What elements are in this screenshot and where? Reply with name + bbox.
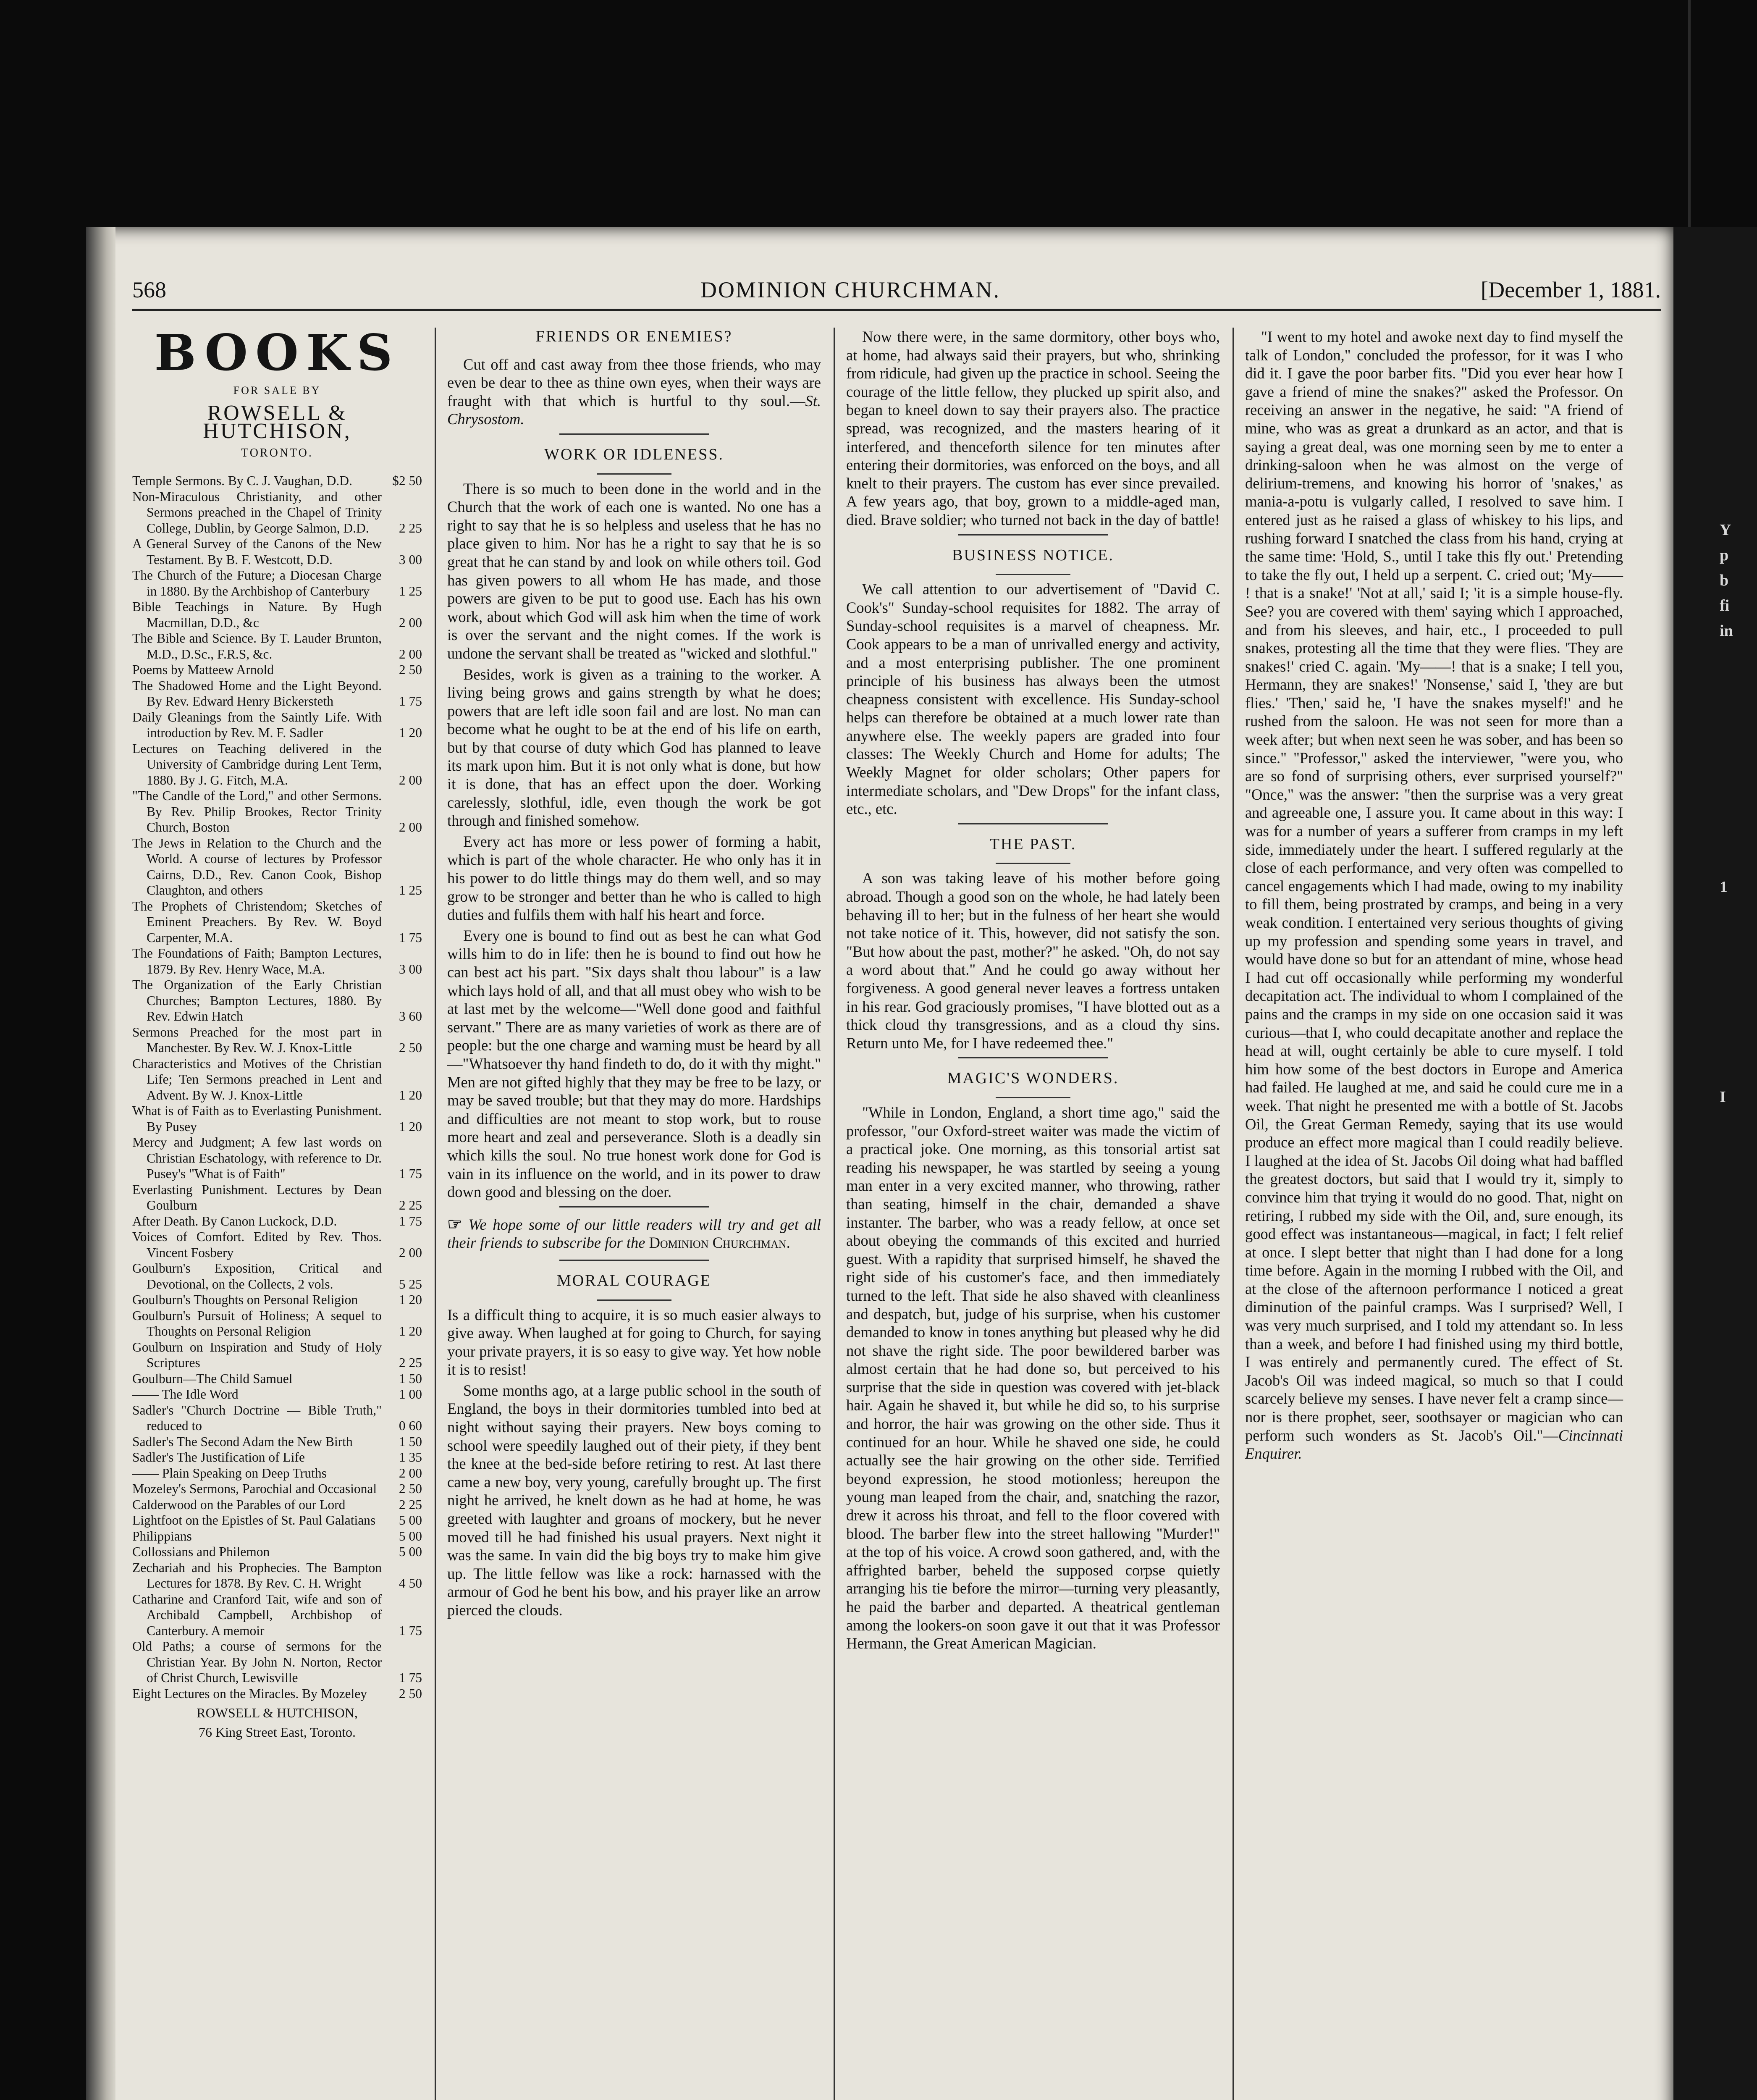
book-listing [132, 1638, 422, 1686]
book-listing [132, 1528, 422, 1544]
book-listing [132, 630, 422, 662]
book-price: 5 00 [399, 1544, 422, 1559]
book-listing [132, 1544, 422, 1560]
book-title: Collossians and Philemon [132, 1544, 270, 1559]
book-listing [132, 1182, 422, 1213]
book-price: 2 50 [399, 662, 422, 677]
book-price: 2 00 [399, 615, 422, 630]
books-title: BOOKS [154, 323, 400, 382]
advert-footer-address: 76 King Street East, Toronto. [198, 1725, 356, 1740]
book-price: 2 00 [399, 1245, 422, 1260]
book-title: Sadler's The Justification of Life [132, 1450, 305, 1465]
book-price: 5 00 [399, 1513, 422, 1528]
book-price: 3 00 [399, 552, 422, 567]
book-title: Bible Teachings in Nature. By Hugh Macmillan, D.D., &c [132, 599, 382, 630]
adjacent-page-fragment: b [1720, 572, 1729, 589]
adjacent-page-fragment: in [1720, 622, 1733, 640]
book-title: Philippians [132, 1528, 192, 1544]
book-title: What is of Faith as to Everlasting Punishment. By Pusey [132, 1103, 382, 1134]
book-title: The Organization of the Early Christian Churches; Bampton Lectures, 1880. By Rev. Edwin Hatch [132, 977, 382, 1024]
book-title: Temple Sermons. By C. J. Vaughan, D.D. [132, 473, 352, 488]
book-listing [132, 1229, 422, 1260]
article-heading-moral: MORAL COURAGE [557, 1271, 711, 1289]
book-title: Characteristics and Motives of the Christian Life; Ten Sermons preached in Lent and Advent. By W. J. Knox-Little [132, 1056, 382, 1102]
section-divider [559, 1260, 709, 1261]
book-price: 5 00 [399, 1528, 422, 1544]
book-title: Goulburn's Exposition, Critical and Devotional, on the Collects, 2 vols. [132, 1261, 382, 1292]
article-attribution: Cincinnati Enquirer. [1245, 1426, 1623, 1462]
adjacent-page-fragment: 1 [1720, 878, 1728, 896]
issue-date: [December 1, 1881. [1481, 277, 1661, 302]
article-paragraph: Besides, work is given as a training to the worker. A living being grows and gains strength by what he does; powers that are left idle soon fail and are lost. No man can become what he ought to be at the end of his life on earth, but by that course of duty which God has planned to leave its mark upon him. But it is not only what is done, but how it is done, that has an effect upon the doer. Working carelessly, slothful, idle, even though the work be got through and finished somehow. [447, 665, 821, 830]
book-title: —— Plain Speaking on Deep Truths [132, 1465, 327, 1480]
book-title: Mozeley's Sermons, Parochial and Occasional [132, 1481, 377, 1496]
book-price: 1 50 [399, 1434, 422, 1449]
book-listing [132, 1308, 422, 1339]
book-price: 2 25 [399, 520, 422, 536]
book-price: 1 20 [399, 1292, 422, 1307]
book-price: 1 20 [399, 1119, 422, 1134]
adjacent-page-fragment: I [1720, 1088, 1726, 1106]
book-listing [132, 788, 422, 835]
book-listing [132, 1386, 422, 1402]
page-binding-shadow [86, 227, 115, 2100]
book-price: 1 35 [399, 1450, 422, 1465]
book-list [132, 473, 422, 1701]
book-listing [132, 1497, 422, 1513]
adjacent-page-fragment: p [1720, 546, 1729, 564]
book-title: A General Survey of the Canons of the New Testament. By B. F. Westcott, D.D. [132, 536, 382, 567]
article-paragraph: Every act has more or less power of forming a habit, which is part of the whole character. He who only has it in his power to do little things may do them well, and so may grow to be stronger and better than he who is called to high duties and fulfils them with half his heart and force. [447, 832, 821, 924]
book-price: 0 60 [399, 1418, 422, 1433]
book-listing [132, 898, 422, 946]
column-rule [435, 328, 436, 2100]
pointing-hand-icon: ☞ [447, 1214, 462, 1234]
book-price: $2 50 [392, 473, 422, 488]
book-title: The Foundations of Faith; Bampton Lectures, 1879. By Rev. Henry Wace, M.A. [132, 946, 382, 976]
newspaper-page [86, 227, 1673, 2100]
book-listing [132, 1449, 422, 1465]
book-price: 2 50 [399, 1040, 422, 1055]
article-heading-work: WORK OR IDLENESS. [544, 445, 724, 463]
section-divider [958, 1057, 1108, 1058]
book-title: Goulburn's Thoughts on Personal Religion [132, 1292, 358, 1307]
book-title: Goulburn—The Child Samuel [132, 1371, 293, 1386]
book-title: Zechariah and his Prophecies. The Bampton Lectures for 1878. By Rev. C. H. Wright [132, 1560, 382, 1591]
book-price: 1 00 [399, 1387, 422, 1402]
book-price: 3 60 [399, 1009, 422, 1024]
article-paragraph: We call attention to our advertisement of "David C. Cook's" Sunday-school requisites for 1882. The array of Sunday-school requisites is a marvel of cheapness. Mr. Cook appears to be a man of unrivalled energy and activity, and a most enterprising publisher. The one prominent principle of his business has always been the utmost cheapness consistent with excellence. His Sunday-school helps can therefore be obtained at a much lower rate than anywhere else. The weekly papers are graded into four classes: The Weekly Church and Home for adults; The Weekly Magnet for older scholars; Other papers for intermediate scholars, and "Dew Drops" for the infant class, etc., etc. [846, 580, 1220, 818]
book-listing [132, 1481, 422, 1497]
section-divider [996, 1097, 1070, 1098]
article-paragraph: "I went to my hotel and awoke next day to find myself the talk of London," concluded the professor, for it was I who did it. I gave the poor barber fits. "Did you ever hear how I gave a friend of mine the snakes?" asked the Professor. On receiving an answer in the negative, he said: "A friend of mine, who was as great a drunkard as an actor, and that is saying a great deal, was one morning seen by me to enter a drinking-saloon when he was almost on the verge of delirium-tremens, and knowing his horror of 'snakes,' as mania-a-potu is vulgarly called, I resolved to save him. I entered just as he raised a glass of whiskey to his lips, and rushing forward I snatched the class from his hand, crying at the same time: 'Hold, S., until I take this fly out.' Pretending to take the fly out, I held up a serpent. C. cried out; 'My—— ! that is a snake!' 'Not at all,' said I; 'it is a simple house-fly. See? you are covered with them' saying which I approached, and from his sleeves, and hair, etc., I proceeded to pull snakes, protesting all the time that they were flies. 'They are snakes!' cried C. again. 'My——! that is a snake; I tell you, Hermann, they are snakes!' 'Nonsense,' said I, 'they are but flies.' 'Then,' said he, 'I have the snakes myself!' and he rushed from the saloon. He was not seen for more than a week after; but when next seen he was sober, and has been so since." "Professor," asked the interviewer, "were you, who are so fond of surprising others, ever surprised yourself?" "Once," was the answer: "then the surprise was a very great and agreeable one, I assure you. It came about in this way: I was for a number of years a sufferer from cramps in my left side, immediately under the heart. I suffered regularly at the close of each performance, and very often was compelled to cancel engagements which I had made, owing to my inability to fill them, being prostrated by cramps, and being in a very weak condition. I entertained very serious thoughts of giving up my profession and spending some years in travel, and would have done so but for an attendant of mine, whose head I had cut off occasionally while performing my wonderful decapitation act. The individual to whom I complained of the pains and the cramps in my side on one occasion said it was curious—that I, who could decapitate another and replace the head at will, ought certainly be able to cure myself. I told him how some of the best doctors in Europe and America had failed. He laughed at me, and said he could cure me in a week. That night he presented me with a bottle of St. Jacobs Oil, the Great German Remedy, saying that its use would produce an effect more magical than I could readily believe. I laughed at the idea of St. Jacobs Oil doing what had baffled the greatest doctors, but said that I would try it, simply to convince him that trying it would do no good. That, night on retiring, I rubbed my side with the Oil, and, sure enough, its good effect was instantaneous—magical, in fact; I felt relief at once. I slept better that night than I had done for a long time before. Again in the morning I rubbed with the Oil, and at the close of the afternoon performance I noticed a great diminution of the painful cramps. Was I surprised? Well, I was very much surprised, and I told my attendant so. In less than a week, and before I had finished using my third bottle, I was entirely and permanently cured. The effect of St. Jacob's Oil was indeed magical, so much so that I could scarcely believe my senses. I have never felt a cramp since—nor is there prophet, seer, soothsayer or magician who can perform such wonders as St. Jacob's Oil."—Cincinnati Enquirer. [1245, 328, 1623, 1462]
book-price: 2 25 [399, 1497, 422, 1512]
book-price: 1 75 [399, 1623, 422, 1638]
book-listing [132, 1292, 422, 1308]
book-title: Sadler's The Second Adam the New Birth [132, 1434, 353, 1449]
book-price: 2 50 [399, 1686, 422, 1701]
book-title: Everlasting Punishment. Lectures by Dean Goulburn [132, 1182, 382, 1213]
section-divider [559, 1206, 709, 1208]
publisher-city: TORONTO. [241, 446, 313, 459]
book-listing [132, 489, 422, 536]
page-number: 568 [132, 277, 166, 302]
section-divider [958, 823, 1108, 824]
book-listing [132, 1434, 422, 1450]
book-title: The Church of the Future; a Diocesan Charge in 1880. By the Archbishop of Canterbury [132, 568, 382, 598]
book-title: After Death. By Canon Luckock, D.D. [132, 1213, 337, 1228]
book-title: Non-Miraculous Christianity, and other Sermons preached in the Chapel of Trinity College, Dublin, by George Salmon, D.D. [132, 489, 382, 536]
adjacent-page-fragment: Y [1720, 521, 1731, 539]
book-listing [132, 1103, 422, 1134]
book-price: 1 50 [399, 1371, 422, 1386]
book-listing [132, 1056, 422, 1103]
article-heading-business: BUSINESS NOTICE. [952, 546, 1114, 564]
article-paragraph: Every one is bound to find out as best he can what God wills him to do in life: then he is bound to find out how he can best act his part. "Six days shalt thou labour" is a law which lays hold of all, and that all must obey who wish to be at last met by the welcome—"Well done good and faithful servant." There are as many varieties of work as there are of people: but the one charge and warning must be heard by all—"Whatsoever thy hand findeth to do, do it with thy might." Men are not gifted highly that they may be free to be lazy, or may be saved trouble; but that they may do more. Hardships and difficulties are not meant to stop work, but to rouse more heart and zeal and perseverance. Sloth is a deadly sin which kills the soul. No true honest work done for God is vain in its influence on the world, and in its power to draw down good and blessing on the doer. [447, 927, 821, 1201]
book-title: The Shadowed Home and the Light Beyond. By Rev. Edward Henry Bickersteth [132, 678, 382, 709]
book-price: 2 00 [399, 646, 422, 662]
book-price: 1 20 [399, 725, 422, 740]
article-paragraph: Some months ago, at a large public school in the south of England, the boys in their dormitories tumbled into bed at night without saying their prayers. New boys coming to school were speedily laughed out of their piety, if they bent the knee at the bed-side before retiring to rest. At last there came a new boy, very young, carefully brought up. The first night he arrived, he knelt down as he had at home, he was greeted with laughter and groans of mockery, but he never moved till he had finished his usual prayers. Next night it was the same. In vain did the big boys try to make him give up. The little fellow was like a rock: harnassed with the armour of God he bent his bow, and his prayer like an arrow pierced the clouds. [447, 1381, 821, 1619]
article-body-friends: Cut off and cast away from thee those friends, who may even be dear to thee as thine own eyes, when their ways are fraught with that which is hurtful to thy soul.—St. Chrysostom. [447, 355, 821, 428]
book-listing [132, 1512, 422, 1528]
book-listing [132, 709, 422, 741]
book-listing [132, 1213, 422, 1229]
book-title: The Bible and Science. By T. Lauder Brunton, M.D., D.Sc., F.R.S, &c. [132, 631, 382, 662]
column-four [1245, 328, 1623, 1465]
book-title: Goulburn on Inspiration and Study of Holy Scriptures [132, 1339, 382, 1370]
book-listing [132, 1024, 422, 1056]
book-title: —— The Idle Word [132, 1387, 239, 1402]
books-advertisement [132, 323, 422, 1740]
book-listing [132, 835, 422, 898]
book-title: Lectures on Teaching delivered in the University of Cambridge during Lent Term, 1880. By J. G. Fitch, M.A. [132, 741, 382, 788]
book-title: Sermons Preached for the most part in Manchester. By Rev. W. J. Knox-Little [132, 1024, 382, 1055]
book-listing [132, 567, 422, 599]
book-listing [132, 599, 422, 630]
book-listing [132, 945, 422, 977]
book-title: Poems by Matteew Arnold [132, 662, 274, 677]
book-listing [132, 1686, 422, 1702]
adjacent-page-edge [1673, 227, 1757, 2100]
book-price: 1 75 [399, 1213, 422, 1228]
book-listing [132, 1371, 422, 1387]
book-title: Calderwood on the Parables of our Lord [132, 1497, 346, 1512]
book-listing [132, 1465, 422, 1481]
column-two [447, 328, 821, 1622]
section-divider [996, 863, 1070, 864]
page-header [132, 271, 1661, 311]
book-price: 1 25 [399, 883, 422, 898]
book-price: 1 75 [399, 930, 422, 945]
subscription-notice: ☞ We hope some of our little readers will try and get all their friends to subscribe for the Dominion Churchman. [447, 1214, 821, 1252]
article-heading-friends: FRIENDS OR ENEMIES? [535, 328, 733, 345]
book-listing [132, 1591, 422, 1639]
article-paragraph: There is so much to been done in the world and in the Church that the work of each one is wanted. No one has a right to say that he is so helpless and useless that he has no place given to him. Nor has he a right to say that he is so great that he can stand by and look on while others toil. God has given powers to all whom He has made, and those powers are given to be put to good use. Each has his own work, about which God will ask him when the time of work is over the servant and the night comes. If the work is undone the servant shall be treated as "wicked and slothful." [447, 480, 821, 662]
book-listing [132, 1260, 422, 1292]
book-price: 2 50 [399, 1481, 422, 1496]
book-title: Catharine and Cranford Tait, wife and son of Archibald Campbell, Archbishop of Canterbury. A memoir [132, 1591, 382, 1638]
book-price: 1 20 [399, 1324, 422, 1339]
for-sale-by: FOR SALE BY [233, 384, 321, 396]
article-heading-magic: MAGIC'S WONDERS. [947, 1069, 1119, 1087]
book-price: 1 75 [399, 1166, 422, 1181]
book-title: Voices of Comfort. Edited by Rev. Thos. Vincent Fosbery [132, 1229, 382, 1260]
section-divider [597, 473, 671, 475]
book-title: Sadler's "Church Doctrine — Bible Truth," reduced to [132, 1402, 382, 1433]
book-price: 4 50 [399, 1576, 422, 1591]
book-price: 2 25 [399, 1355, 422, 1370]
book-listing [132, 662, 422, 678]
section-divider [958, 534, 1108, 536]
section-divider [597, 1299, 671, 1301]
advert-footer-publisher: ROWSELL & HUTCHISON, [197, 1705, 358, 1721]
book-title: Daily Gleanings from the Saintly Life. With introduction by Rev. M. F. Sadler [132, 709, 382, 740]
book-title: Goulburn's Pursuit of Holiness; A sequel to Thoughts on Personal Religion [132, 1308, 382, 1339]
book-listing [132, 1402, 422, 1434]
book-price: 1 75 [399, 1670, 422, 1685]
book-title: The Jews in Relation to the Church and the World. A course of lectures by Professor Cairns, D.D., Rev. Canon Cook, Bishop Claughton, and others [132, 835, 382, 898]
book-listing [132, 741, 422, 788]
article-paragraph: Now there were, in the same dormitory, other boys who, at home, had always said their prayers, but who, shrinking from ridicule, had given up the practice in school. Seeing the courage of the little fellow, they plucked up spirit also, and began to kneel down to say their prayers also. The practice spread, was recognized, and the masters hearing of it interfered, and thenceforth silence for ten minutes after entering their dormitories, was enforced on the boys, and all knelt to their prayers. The custom has ever since prevailed. A few years ago, that boy, grown to a middle-aged man, died. Brave soldier; who turned not back in the day of battle! [846, 328, 1220, 528]
book-title: The Prophets of Christendom; Sketches of Eminent Preachers. By Rev. W. Boyd Carpenter, M.A. [132, 898, 382, 945]
book-listing [132, 536, 422, 567]
book-listing [132, 473, 422, 489]
publisher-name: ROWSELL & HUTCHISON, [203, 401, 351, 444]
newspaper-title: DOMINION CHURCHMAN. [700, 277, 1001, 302]
book-listing [132, 1339, 422, 1371]
book-price: 1 25 [399, 583, 422, 598]
article-heading-past: THE PAST. [989, 835, 1077, 853]
book-price: 2 00 [399, 772, 422, 788]
section-divider [559, 433, 709, 435]
adjacent-page-fragment: fi [1720, 597, 1730, 614]
article-paragraph: "While in London, England, a short time ago," said the professor, "our Oxford-street waiter was made the victim of a practical joke. One morning, as this tonsorial artist sat reading his newspaper, he was startled by seeing a young man enter in a very excited manner, who throwing, rather than seating, himself in the chair, demanded a shave instanter. The barber, who was a ready fellow, at once set about obeying the commands of this excited and hurried guest. With a rapidity that surprised himself, he shaved the right side of his customer's face, and then immediately turned to the left. That side he also shaved with cleanliness and despatch, but, judge of his surprise, when his customer demanded to know in tones anything but pleased why he did not shave the right side. The poor bewildered barber was almost certain that he had done so, but perceived to his surprise that the side in question was covered with jet-black hair. Again he shaved it, but while he did so, to his surprise and horror, the hair was growing on the other side. Thus it continued for an hour. While he shaved one side, he could actually see the hair growing on the other side. Terrified beyond expression, he stood motionless; hereupon the young man leaped from the chair, and, snatching the razor, drew it across his throat, and fell to the floor covered with blood. The barber flew into the street hallowing "Murder!" at the top of his voice. A crowd soon gathered, and, with the affrighted barber, beheld the supposed corpse quietly arranging his tie before the mirror—turning very pleasantly, he paid the barber and departed. A theatrical gentleman among the lookers-on soon gave it out that it was Professor Hermann, the Great American Magician. [846, 1103, 1220, 1652]
article-paragraph: Is a difficult thing to acquire, it is so much easier always to give away. When laughed at for going to Church, for saying your private prayers, it is so easy to give way. Yet how noble it is to resist! [447, 1306, 821, 1378]
section-divider [996, 574, 1070, 575]
book-title: "The Candle of the Lord," and other Sermons. By Rev. Philip Brookes, Rector Trinity Church, Boston [132, 788, 382, 835]
book-price: 1 75 [399, 694, 422, 709]
book-price: 1 20 [399, 1087, 422, 1102]
book-price: 5 25 [399, 1276, 422, 1292]
book-title: Old Paths; a course of sermons for the Christian Year. By John N. Norton, Rector of Christ Church, Lewisville [132, 1639, 382, 1685]
book-title: Lightfoot on the Epistles of St. Paul Galatians [132, 1513, 376, 1528]
book-title: Eight Lectures on the Miracles. By Mozeley [132, 1686, 367, 1701]
book-price: 2 00 [399, 1465, 422, 1480]
column-rule [834, 328, 835, 2100]
book-listing [132, 1134, 422, 1182]
book-listing [132, 678, 422, 709]
article-paragraph: A son was taking leave of his mother before going abroad. Though a good son on the whole, he had lately been behaving ill to her; but in the fulness of her heart she would not take notice of it. This, however, did not satisfy the son. "But how about the past, mother?" he asked. "Oh, do not say a word about that." And he could go away without her forgiveness. A good general never leaves a fortress untaken in his rear. God graciously promises, "I have blotted out as a thick cloud thy transgressions, and as a cloud thy sins. Return unto Me, for I have redeemed thee." [846, 869, 1220, 1052]
column-three [846, 328, 1220, 1655]
book-price: 2 00 [399, 820, 422, 835]
column-rule [1233, 328, 1234, 2100]
book-title: Mercy and Judgment; A few last words on Christian Eschatology, with reference to Dr. Pusey's "What is of Faith" [132, 1135, 382, 1181]
book-listing [132, 1560, 422, 1591]
book-price: 2 25 [399, 1198, 422, 1213]
book-price: 3 00 [399, 961, 422, 976]
book-listing [132, 977, 422, 1024]
